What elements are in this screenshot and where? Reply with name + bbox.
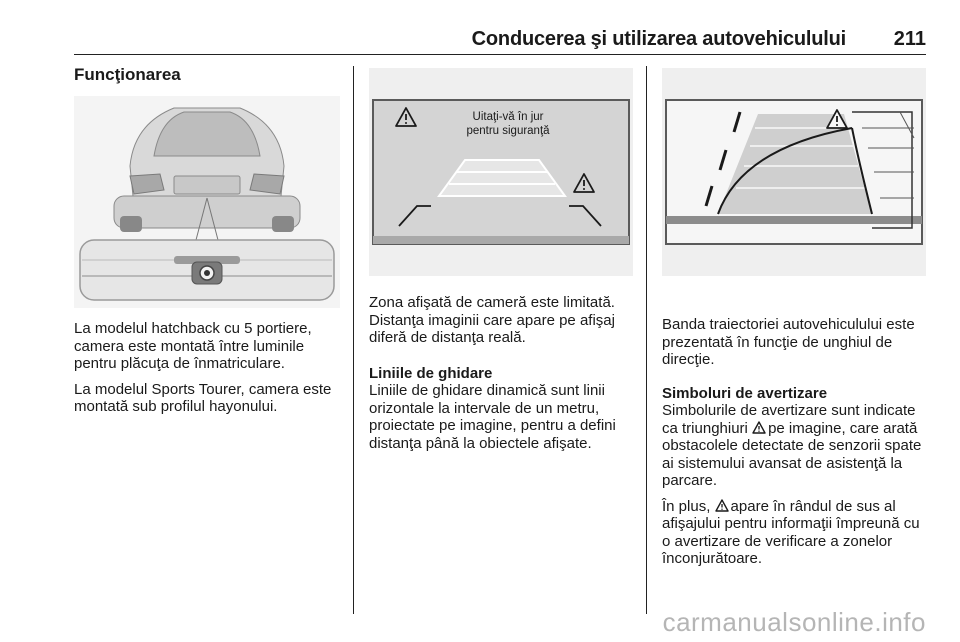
camera-display-illustration [369, 68, 633, 276]
warning-triangle-icon [715, 499, 729, 512]
column-3-text [662, 316, 932, 576]
camera-screen-figure [369, 68, 633, 276]
text-part: apare în rândul de sus al afişajului pentru informaţii împreună cu o avertizare de verificare a zonelor înconjurătoare. [662, 497, 920, 567]
paragraph-hatchback: La modelul hatchback cu 5 portiere, camera este montată între luminile pentru plăcuţa de înmatriculare. [74, 320, 312, 372]
page-number: 211 [893, 28, 926, 50]
paragraph-trajectory: Banda traiectoriei autovehiculului este prezentată în funcţie de unghiul de direcţie. [662, 316, 915, 368]
page-header [74, 28, 926, 55]
column-1 [74, 66, 344, 84]
paragraph-additional-warning [662, 498, 932, 568]
text-part: pe imagine, care arată obstacolele detectate de senzorii spate ai sistemului avansat de asistenţă la parcare. [662, 419, 922, 489]
car-rear-camera-figure [74, 96, 340, 308]
screen-message-line1: Uitaţi-vă în jur [472, 111, 544, 123]
heading-functionare: Funcţionarea [74, 65, 181, 84]
warning-triangle-icon [752, 421, 766, 434]
section-title: Conducerea şi utilizarea autovehiculului [471, 28, 846, 50]
paragraph-warning-symbols [662, 402, 932, 490]
paragraph-guidelines: Liniile de ghidare dinamică sunt linii orizontale la intervale de un metru, proiectate pe imagine, pentru a defini distanţa până la obiectele afişate. [369, 382, 616, 452]
trajectory-illustration [662, 68, 926, 276]
column-divider [646, 66, 647, 614]
paragraph-camera-area: Zona afişată de cameră este limitată. Distanţa imaginii care apare pe afişaj diferă de distanţa reală. [369, 294, 615, 346]
heading-warning-symbols: Simboluri de avertizare [662, 384, 828, 402]
car-rear-illustration [74, 96, 340, 308]
screen-message-line2: pentru siguranţă [466, 125, 550, 137]
column-1-text [74, 320, 344, 424]
heading-guidelines: Liniile de ghidare [369, 364, 493, 382]
column-2-text [369, 294, 639, 460]
text-part: În plus, [662, 497, 711, 515]
paragraph-sports-tourer: La modelul Sports Tourer, camera este montată sub profilul hayonului. [74, 380, 332, 415]
rear-camera-icon [192, 262, 222, 284]
text-part: Simbolurile de avertizare sunt indicate ca triunghiuri [662, 402, 916, 437]
column-divider [353, 66, 354, 614]
watermark: carmanualsonline.info [662, 607, 926, 637]
trajectory-figure [662, 68, 926, 276]
